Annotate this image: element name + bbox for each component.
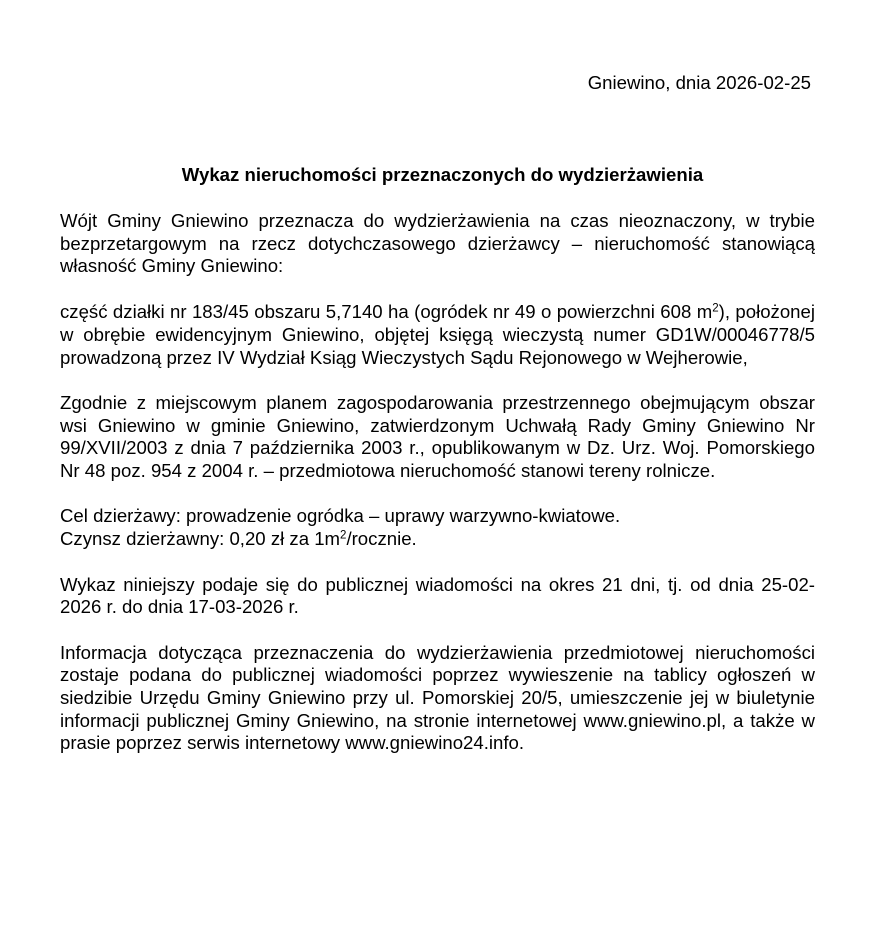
parcel-text-1: część działki nr 183/45 obszaru 5,7140 ha (ogródek nr 49 o powierzchni 608 m bbox=[60, 301, 713, 323]
zoning-paragraph: Zgodnie z miejscowym planem zagospodarowania przestrzennego obejmującym obszar wsi Gniewino w gminie Gniewino, zatwierdzonym Uchwałą Rady Gminy Gniewino Nr 99/XVII/2003 z dnia 7 października 2003 r., opublikowanym w Dz. Urz. Woj. Pomorskiego Nr 48 poz. 954 z 2004 r. – przedmiotowa nieruchomość stanowi tereny rolnicze. bbox=[60, 391, 815, 482]
period-paragraph: Wykaz niniejszy podaje się do publicznej wiadomości na okres 21 dni, tj. od dnia 25-02-2026 r. do dnia 17-03-2026 r. bbox=[60, 573, 815, 618]
rent-text-2: /rocznie. bbox=[346, 528, 417, 550]
publication-paragraph: Informacja dotycząca przeznaczenia do wydzierżawienia przedmiotowej nieruchomości zostaje podana do publicznej wiadomości poprzez wywieszenie na tablicy ogłoszeń w siedzibie Urzędu Gminy Gniewino przy ul. Pomorskiej 20/5, umieszczenie jej w biuletynie informacji publicznej Gminy Gniewino, na stronie internetowej www.gniewino.pl, a także w prasie poprzez serwis internetowy www.gniewino24.info. bbox=[60, 641, 815, 754]
parcel-text-2: ), położonej w obrębie ewidencyjnym Gniewino, objętej księgą wieczystą numer GD1W/00046778/5 prowadzoną przez IV Wydział Ksiąg Wieczystych Sądu Rejonowego w Wejherowie, bbox=[60, 301, 815, 368]
rent-text-1: Czynsz dzierżawny: 0,20 zł za 1m bbox=[60, 528, 341, 550]
rent-line bbox=[60, 528, 815, 551]
document-title: Wykaz nieruchomości przeznaczonych do wydzierżawienia bbox=[181, 164, 704, 185]
rent-superscript: 2 bbox=[340, 529, 347, 542]
intro-paragraph: Wójt Gminy Gniewino przeznacza do wydzierżawienia na czas nieoznaczony, w trybie bezprzetargowym na rzecz dotychczasowego dzierżawcy – nieruchomość stanowiącą własność Gminy Gniewino: bbox=[60, 210, 815, 277]
parcel-superscript: 2 bbox=[712, 302, 719, 315]
purpose-line: Cel dzierżawy: prowadzenie ogródka – uprawy warzywno-kwiatowe. bbox=[60, 505, 621, 527]
document-body bbox=[60, 210, 815, 778]
parcel-paragraph bbox=[60, 301, 815, 369]
place-date: Gniewino, dnia 2026-02-25 bbox=[587, 72, 811, 93]
